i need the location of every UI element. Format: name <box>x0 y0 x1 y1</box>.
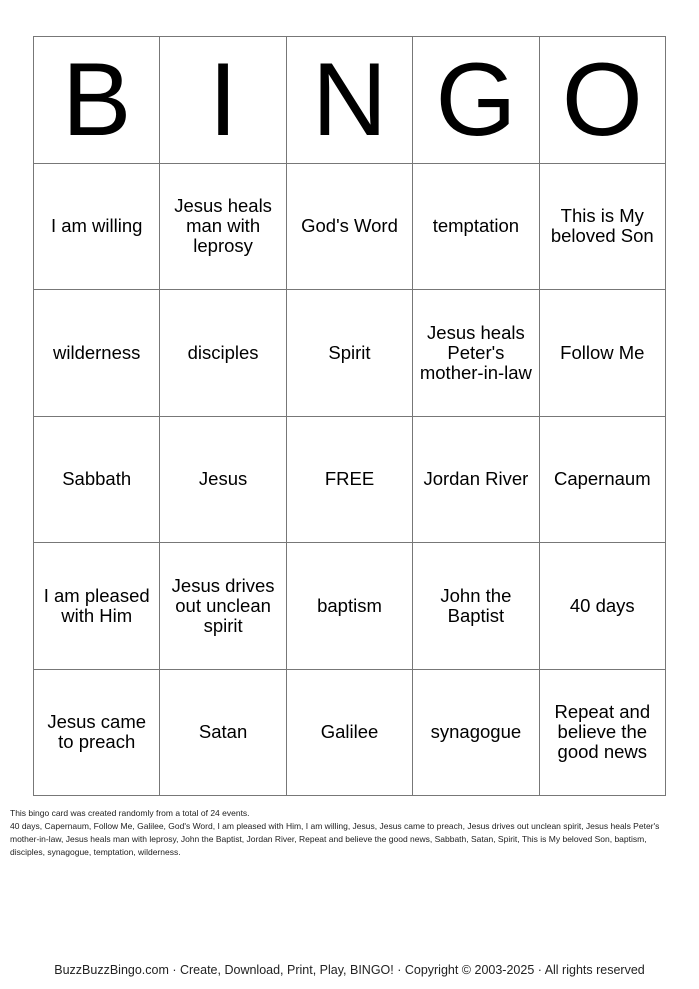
bingo-square: This is My beloved Son <box>540 164 666 291</box>
bingo-square: Jordan River <box>413 417 539 544</box>
bingo-square: I am pleased with Him <box>34 543 160 670</box>
bingo-square: Jesus heals man with leprosy <box>160 164 286 291</box>
bingo-square: baptism <box>287 543 413 670</box>
bingo-square: Capernaum <box>540 417 666 544</box>
bingo-square: God's Word <box>287 164 413 291</box>
free-square: FREE <box>287 417 413 544</box>
footer-copyright: BuzzBuzzBingo.com · Create, Download, Print, Play, BINGO! · Copyright © 2003-2025 · All rights reserved <box>54 963 645 977</box>
header-letter-o: O <box>540 37 666 164</box>
bingo-square: synagogue <box>413 670 539 797</box>
bingo-square: Follow Me <box>540 290 666 417</box>
bingo-card <box>33 36 666 796</box>
bingo-square: Jesus came to preach <box>34 670 160 797</box>
bingo-square: Galilee <box>287 670 413 797</box>
event-list: 40 days, Capernaum, Follow Me, Galilee, God's Word, I am pleased with Him, I am willing, Jesus, Jesus came to preach, Jesus drives out unclean spirit, Jesus heals Peter's mother-in-law, Jesus heals man with leprosy, John the Baptist, Jordan River, Repeat and believe the good news, Sabbath, Satan, Spirit, This is My beloved Son, baptism, disciples, synagogue, temptation, wilderness. <box>10 821 660 857</box>
bingo-square: wilderness <box>34 290 160 417</box>
bingo-square: disciples <box>160 290 286 417</box>
header-letter-b: B <box>34 37 160 164</box>
bingo-square: Spirit <box>287 290 413 417</box>
header-letter-n: N <box>287 37 413 164</box>
header-letter-i: I <box>160 37 286 164</box>
bingo-square: Repeat and believe the good news <box>540 670 666 797</box>
bingo-square: 40 days <box>540 543 666 670</box>
card-summary: This bingo card was created randomly from a total of 24 events. <box>10 808 250 818</box>
card-note <box>10 807 682 859</box>
header-letter-g: G <box>413 37 539 164</box>
bingo-square: Sabbath <box>34 417 160 544</box>
bingo-square: Jesus heals Peter's mother-in-law <box>413 290 539 417</box>
bingo-square: Jesus drives out unclean spirit <box>160 543 286 670</box>
bingo-square: Jesus <box>160 417 286 544</box>
bingo-square: John the Baptist <box>413 543 539 670</box>
bingo-square: temptation <box>413 164 539 291</box>
bingo-square: I am willing <box>34 164 160 291</box>
bingo-square: Satan <box>160 670 286 797</box>
